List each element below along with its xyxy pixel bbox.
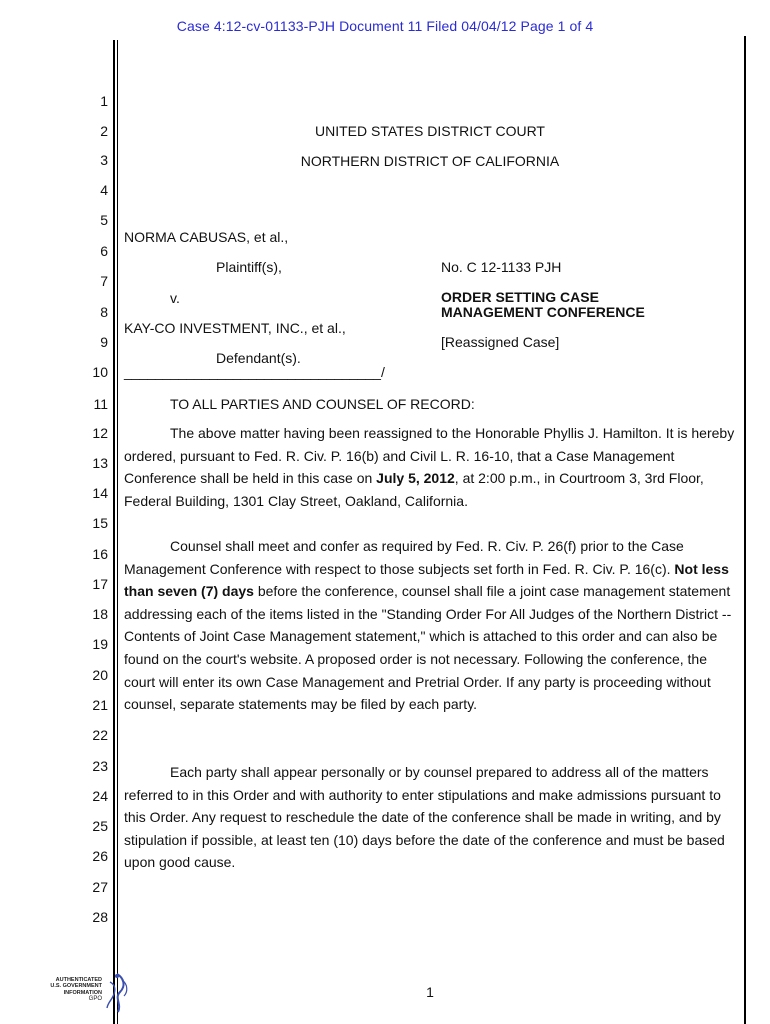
plaintiff-role: Plaintiff(s), bbox=[216, 259, 282, 275]
line-number: 12 bbox=[92, 425, 108, 441]
line-number: 24 bbox=[92, 788, 108, 804]
defendant-name: KAY-CO INVESTMENT, INC., et al., bbox=[124, 320, 346, 336]
line-number: 17 bbox=[92, 576, 108, 592]
order-title-line-1: ORDER SETTING CASE bbox=[441, 289, 599, 305]
court-district: NORTHERN DISTRICT OF CALIFORNIA bbox=[300, 153, 560, 169]
line-number: 16 bbox=[92, 546, 108, 562]
line-number: 4 bbox=[100, 182, 108, 198]
line-number: 1 bbox=[100, 93, 108, 109]
order-title-line-2: MANAGEMENT CONFERENCE bbox=[441, 304, 645, 320]
versus: v. bbox=[170, 290, 180, 306]
seal-line: INFORMATION bbox=[63, 989, 102, 996]
paragraph-meet-and-confer bbox=[124, 535, 736, 716]
left-margin-rule-inner bbox=[117, 40, 118, 1024]
paragraph-text: , at 2:00 p.m., in Courtroom 3, 3rd Floor, Federal Building, 1301 Clay Street, Oakland, California. bbox=[124, 470, 704, 509]
line-number: 5 bbox=[100, 212, 108, 228]
defendant-role: Defendant(s). bbox=[216, 350, 301, 366]
line-number: 22 bbox=[92, 727, 108, 743]
paragraph-text: before the conference, counsel shall file a joint case management statement addressing each of the items listed in the "Standing Order For All Judges of the Northern District -- Contents of Joint Case Management statement," which is attached to this order and can also be found on the court's website. A proposed order is not necessary. Following the conference, the court will enter its own Case Management and Pretrial Order. If any party is proceeding without counsel, separate statements may be filed by each party. bbox=[124, 583, 732, 713]
reassigned-note: [Reassigned Case] bbox=[441, 334, 560, 350]
line-number: 7 bbox=[100, 273, 108, 289]
seal-line: AUTHENTICATED bbox=[55, 977, 102, 983]
line-number: 6 bbox=[100, 243, 108, 259]
line-number: 19 bbox=[92, 636, 108, 652]
paragraph-text: Each party shall appear personally or by counsel prepared to address all of the matters referred to in this Order and with authority to enter stipulations and make admissions pursuant to this Order. Any request to reschedule the date of the conference shall be made in writing, and by stipulation if possible, at least ten (10) days before the date of the conference and must be based upon good cause. bbox=[124, 764, 725, 871]
salutation: TO ALL PARTIES AND COUNSEL OF RECORD: bbox=[170, 396, 475, 412]
paragraph-text: The above matter having been reassigned to the Honorable Phyllis J. Hamilton. It is hereby ordered, pursuant to Fed. R. Civ. P. 16(b) and Civil L. R. 16-10, that a Case Management Conference shall be held in this case on bbox=[124, 425, 735, 487]
page-number: 1 bbox=[426, 984, 434, 1000]
caption-closing-line: _________________________________/ bbox=[124, 364, 385, 380]
filing-header: Case 4:12-cv-01133-PJH Document 11 Filed 04/04/12 Page 1 of 4 bbox=[176, 18, 594, 34]
line-number: 2 bbox=[100, 123, 108, 139]
paragraph-text: Counsel shall meet and confer as required by Fed. R. Civ. P. 26(f) prior to the Case Management Conference with respect to those subjects set forth in Fed. R. Civ. P. 16(c). bbox=[124, 538, 684, 577]
line-number: 28 bbox=[92, 909, 108, 925]
plaintiff-name: NORMA CABUSAS, et al., bbox=[124, 229, 289, 245]
seal-line: GPO bbox=[88, 996, 102, 1003]
right-margin-rule bbox=[744, 36, 746, 1024]
line-number: 15 bbox=[92, 515, 108, 531]
line-number: 20 bbox=[92, 667, 108, 683]
left-margin-rule-outer bbox=[113, 40, 115, 1024]
line-number: 3 bbox=[100, 152, 108, 168]
conference-date: July 5, 2012 bbox=[376, 470, 455, 487]
seal-line: U.S. GOVERNMENT bbox=[50, 983, 102, 990]
line-number: 11 bbox=[93, 396, 108, 412]
paragraph-appearance bbox=[124, 761, 736, 874]
line-number: 26 bbox=[92, 848, 108, 864]
line-number: 14 bbox=[92, 485, 108, 501]
line-number: 9 bbox=[100, 334, 108, 350]
line-number: 23 bbox=[92, 758, 108, 774]
court-name: UNITED STATES DISTRICT COURT bbox=[315, 123, 545, 139]
line-number: 8 bbox=[100, 304, 108, 320]
case-number: No. C 12-1133 PJH bbox=[441, 259, 562, 275]
line-number: 25 bbox=[92, 818, 108, 834]
paragraph-reassignment bbox=[124, 422, 736, 512]
line-number: 18 bbox=[92, 606, 108, 622]
deadline-emphasis: Not less than seven (7) days bbox=[124, 560, 729, 600]
line-number: 27 bbox=[92, 879, 108, 895]
line-number: 21 bbox=[92, 697, 108, 713]
line-number: 10 bbox=[92, 364, 108, 380]
line-number: 13 bbox=[92, 455, 108, 471]
